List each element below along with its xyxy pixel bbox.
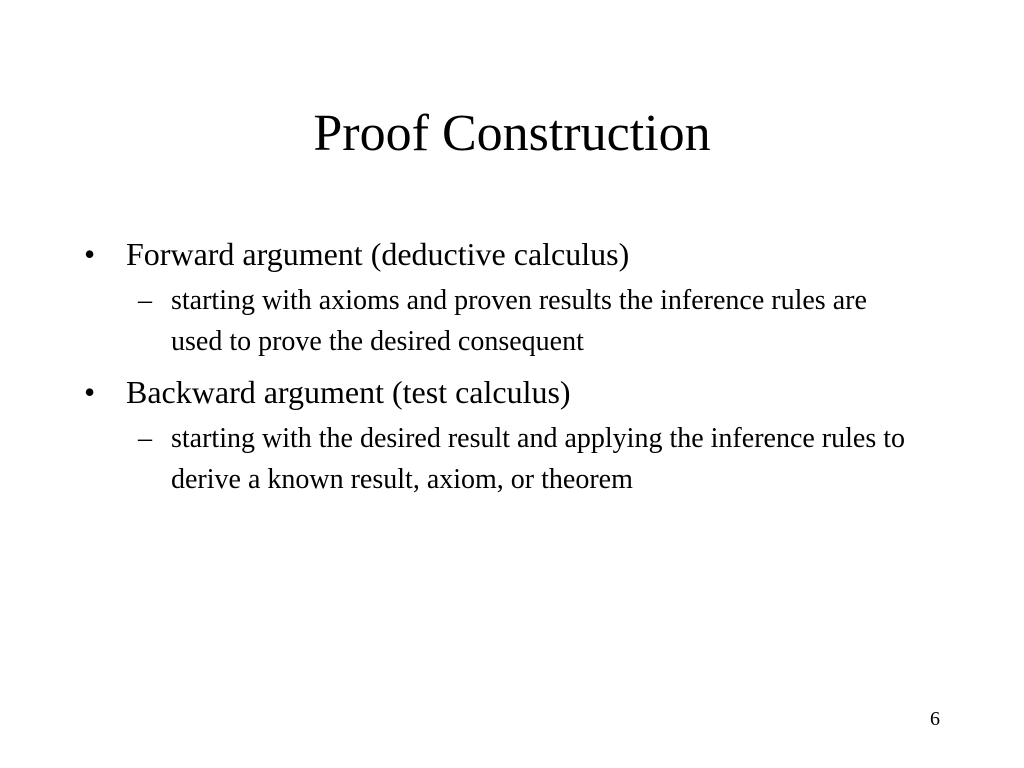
sub-bullet-list xyxy=(126,280,924,362)
bullet-text: Forward argument (deductive calculus) xyxy=(126,236,630,272)
sub-bullet-item xyxy=(126,280,924,362)
sub-bullet-marker: – xyxy=(138,285,152,316)
page-number: 6 xyxy=(930,708,940,730)
bullet-list xyxy=(84,232,924,508)
bullet-text: Backward argument (test calculus) xyxy=(126,374,571,410)
bullet-marker: • xyxy=(84,374,96,410)
bullet-marker: • xyxy=(84,236,96,272)
bullet-item-forward-argument xyxy=(84,232,924,362)
sub-bullet-item xyxy=(126,418,924,500)
sub-bullet-text: starting with the desired result and applying the inference rules to derive a known result, axiom, or theorem xyxy=(171,423,906,495)
bullet-item-backward-argument xyxy=(84,370,924,500)
sub-bullet-list xyxy=(126,418,924,500)
sub-bullet-marker: – xyxy=(138,423,152,454)
sub-bullet-text: starting with axioms and proven results the inference rules are used to prove the desired consequent xyxy=(171,285,867,357)
slide-title: Proof Construction xyxy=(313,105,711,162)
